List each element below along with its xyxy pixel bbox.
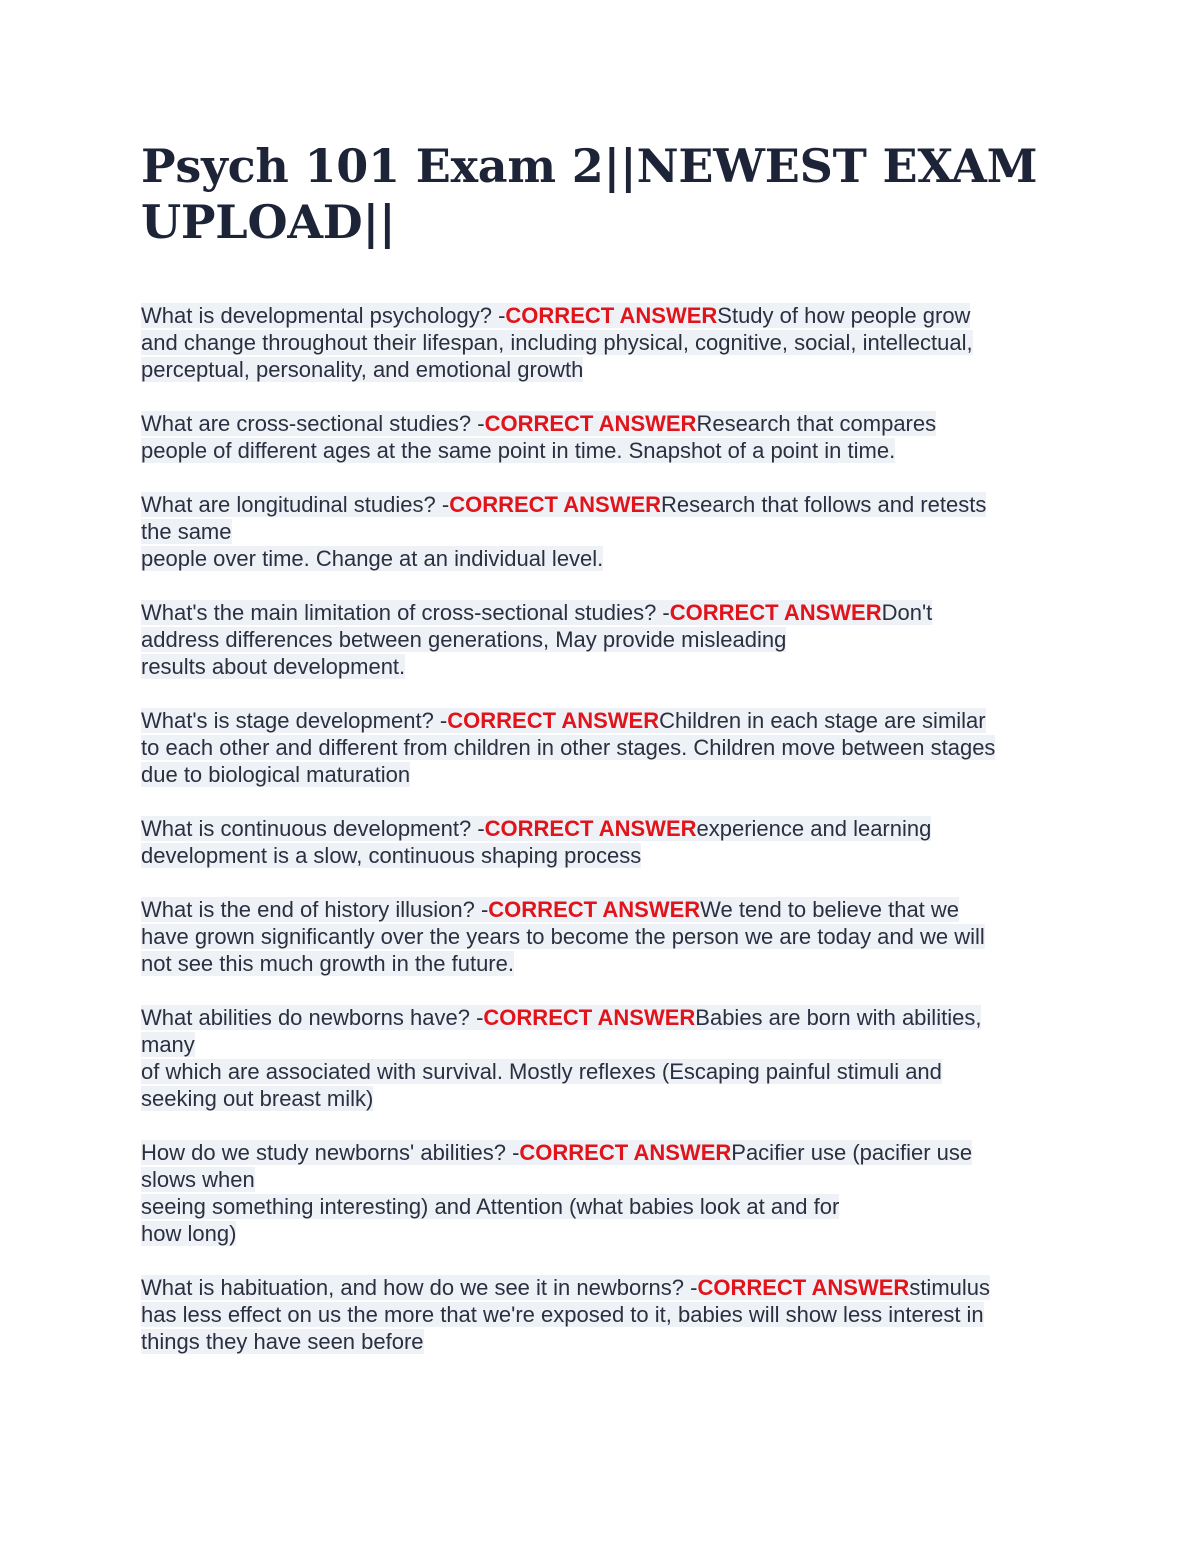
answer-text-line: Children in each stage are similar	[659, 708, 986, 733]
answer-text-line: people over time. Change at an individual level.	[141, 546, 604, 571]
answer-text-line: perceptual, personality, and emotional growth	[141, 357, 584, 382]
answer-text-line: address differences between generations, May provide misleading	[141, 627, 787, 652]
qa-highlight	[141, 708, 995, 787]
question-text: What is the end of history illusion?	[141, 897, 475, 922]
correct-answer-marker: CORRECT ANSWER	[488, 897, 701, 922]
answer-text-line: experience and learning	[696, 816, 932, 841]
answer-separator: -	[684, 1275, 698, 1300]
qa-highlight	[141, 897, 985, 976]
correct-answer-marker: CORRECT ANSWER	[669, 600, 882, 625]
answer-text-line: not see this much growth in the future.	[141, 951, 514, 976]
answer-separator: -	[505, 1140, 520, 1165]
answer-text-line: Don't	[881, 600, 933, 625]
question-text: How do we study newborns' abilities?	[141, 1140, 506, 1165]
answer-text-line: how long)	[141, 1221, 237, 1246]
qa-highlight	[141, 492, 986, 571]
correct-answer-marker: CORRECT ANSWER	[697, 1275, 910, 1300]
answer-text-line: stimulus	[909, 1275, 990, 1300]
question-text: What are longitudinal studies?	[141, 492, 436, 517]
answer-text-line: many	[141, 1032, 195, 1057]
answer-text-line: have grown significantly over the years to become the person we are today and we will	[141, 924, 985, 949]
answer-separator: -	[474, 897, 489, 922]
correct-answer-marker: CORRECT ANSWER	[449, 492, 662, 517]
qa-item	[141, 707, 1081, 788]
answer-text-line: Research that follows and retests	[661, 492, 987, 517]
answer-text-line: Babies are born with abilities,	[695, 1005, 982, 1030]
question-text: What is developmental psychology?	[141, 303, 492, 328]
correct-answer-marker: CORRECT ANSWER	[505, 303, 718, 328]
qa-highlight	[141, 303, 973, 382]
answer-separator: -	[433, 708, 448, 733]
answer-text-line: and change throughout their lifespan, including physical, cognitive, social, intellectual,	[141, 330, 973, 355]
answer-text-line: to each other and different from children in other stages. Children move between stages	[141, 735, 996, 760]
correct-answer-marker: CORRECT ANSWER	[484, 411, 697, 436]
qa-highlight	[141, 1005, 981, 1111]
answer-separator: -	[469, 1005, 484, 1030]
answer-text-line: results about development.	[141, 654, 406, 679]
answer-text-line: Study of how people grow	[717, 303, 971, 328]
question-text: What are cross-sectional studies?	[141, 411, 472, 436]
question-text: What abilities do newborns have?	[141, 1005, 470, 1030]
qa-highlight	[141, 816, 931, 868]
answer-separator: -	[471, 816, 485, 841]
qa-item	[141, 1139, 1081, 1247]
correct-answer-marker: CORRECT ANSWER	[519, 1140, 732, 1165]
title-line-1: Psych 101 Exam 2||NEWEST EXAM	[141, 139, 1038, 193]
answer-text-line: the same	[141, 519, 232, 544]
correct-answer-marker: CORRECT ANSWER	[483, 1005, 696, 1030]
question-text: What is continuous development?	[141, 816, 472, 841]
qa-item	[141, 410, 1081, 464]
answer-text-line: due to biological maturation	[141, 762, 411, 787]
answer-separator: -	[656, 600, 670, 625]
page-title	[141, 138, 1101, 250]
answer-text-line: Research that compares	[696, 411, 937, 436]
answer-separator: -	[491, 303, 506, 328]
answer-text-line: has less effect on us the more that we're exposed to it, babies will show less interest in	[141, 1302, 984, 1327]
qa-item	[141, 1004, 1081, 1112]
answer-text-line: things they have seen before	[141, 1329, 424, 1354]
correct-answer-marker: CORRECT ANSWER	[484, 816, 697, 841]
qa-item	[141, 302, 1081, 383]
answer-text-line: slows when	[141, 1167, 255, 1192]
answer-text-line: development is a slow, continuous shaping process	[141, 843, 642, 868]
qa-highlight	[141, 1140, 972, 1246]
answer-separator: -	[471, 411, 485, 436]
answer-text-line: of which are associated with survival. Mostly reflexes (Escaping painful stimuli and	[141, 1059, 942, 1084]
correct-answer-marker: CORRECT ANSWER	[447, 708, 660, 733]
answer-text-line: seeking out breast milk)	[141, 1086, 374, 1111]
qa-item	[141, 491, 1081, 572]
answer-text-line: We tend to believe that we	[700, 897, 960, 922]
title-line-2: UPLOAD||	[141, 195, 396, 249]
qa-item	[141, 599, 1081, 680]
answer-separator: -	[435, 492, 450, 517]
qa-list	[141, 302, 1081, 1382]
qa-highlight	[141, 1275, 990, 1354]
qa-highlight	[141, 411, 936, 463]
question-text: What's is stage development?	[141, 708, 434, 733]
answer-text-line: people of different ages at the same point in time. Snapshot of a point in time.	[141, 438, 896, 463]
question-text: What is habituation, and how do we see it in newborns?	[141, 1275, 684, 1300]
qa-highlight	[141, 600, 932, 679]
qa-item	[141, 815, 1081, 869]
qa-item	[141, 1274, 1081, 1355]
qa-item	[141, 896, 1081, 977]
question-text: What's the main limitation of cross-sectional studies?	[141, 600, 657, 625]
answer-text-line: seeing something interesting) and Attention (what babies look at and for	[141, 1194, 840, 1219]
answer-text-line: Pacifier use (pacifier use	[731, 1140, 973, 1165]
